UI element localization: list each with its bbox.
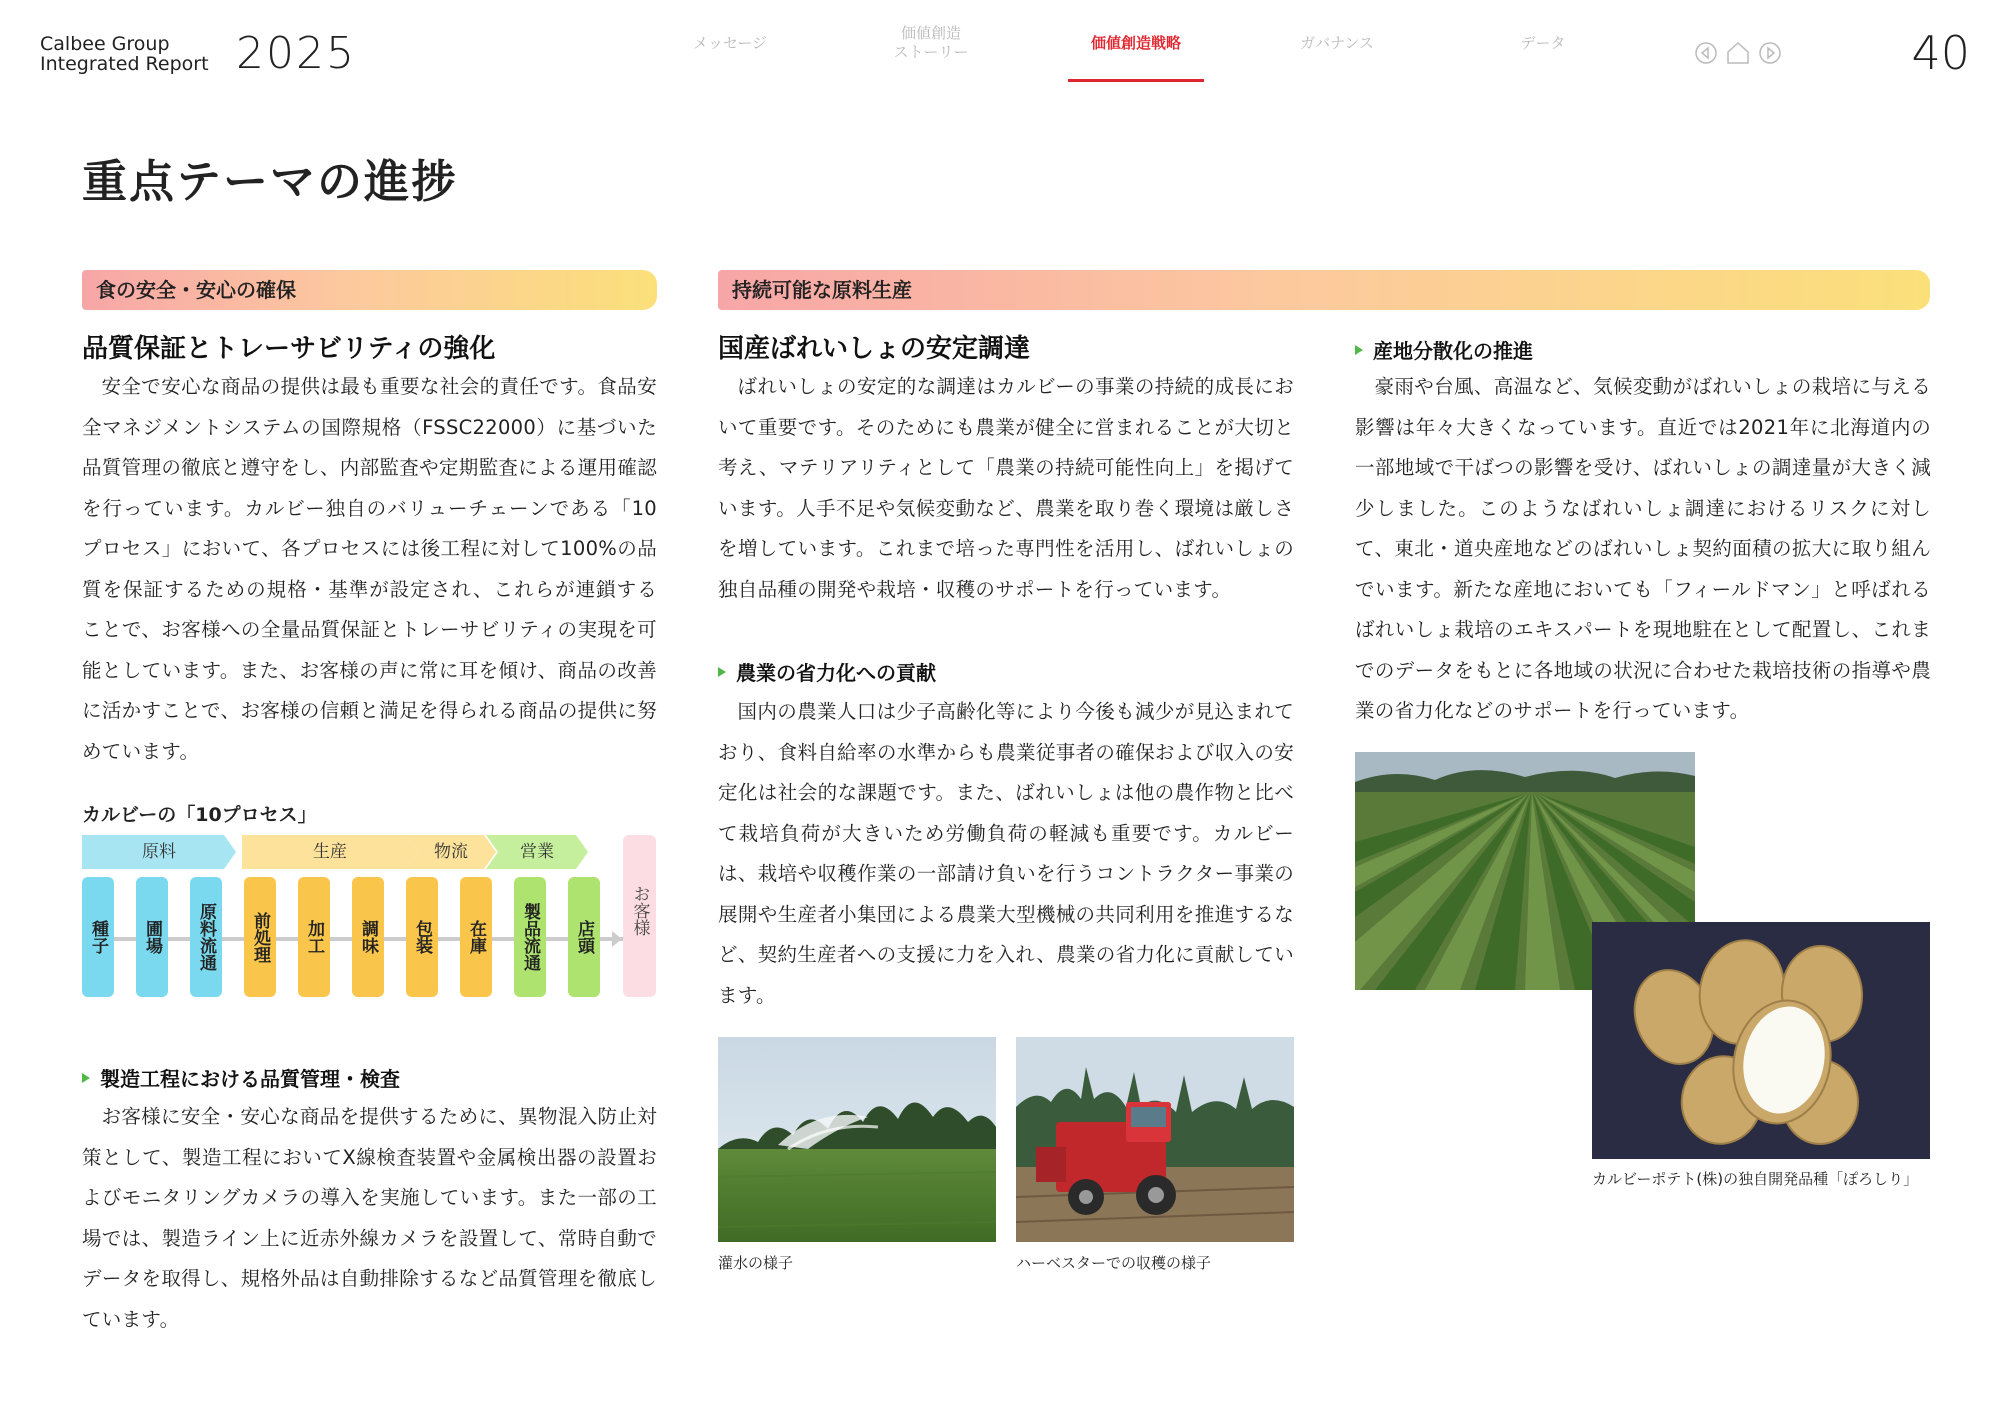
step-seasoning: 調味 xyxy=(352,877,384,997)
active-tab-underline xyxy=(1068,79,1204,82)
phase-production: 生産 xyxy=(242,835,418,869)
caption-potato: カルビーポテト(株)の独自開発品種「ぽろしり」 xyxy=(1592,1170,1919,1188)
section-band-food-safety: 食の安全・安心の確保 xyxy=(82,270,657,310)
nav-tab-governance[interactable]: ガバナンス xyxy=(1300,33,1374,52)
flow-arrow-icon xyxy=(612,931,622,947)
process-title: カルビーの「10プロセス」 xyxy=(82,804,317,826)
nav-tab-data[interactable]: データ xyxy=(1520,33,1566,52)
irrigation-photo xyxy=(718,1037,996,1242)
section-heading-potato: 国産ばれいしょの安定調達 xyxy=(718,334,1031,364)
caption-irrigation: 灌水の様子 xyxy=(718,1254,794,1272)
customer-box: お客様 xyxy=(623,835,656,997)
porosiri-potato-photo xyxy=(1592,922,1930,1159)
section-body-quality: 安全で安心な商品の提供は最も重要な社会的責任です。食品安全マネジメントシステムの国際規格（FSSC22000）に基づいた品質管理の徹底と遵守をし、内部監査や定期監査による運用確認を行っています。カルビー独自のバリューチェーンである「10プロセス」において、各プロセスには後工程に対して100%の品質を保証するための規格・基準が設定され、これらが連鎖することで、お客様への全量品質保証とトレーサビリティの実現を可能としています。また、お客様の声に常に耳を傾け、商品の改善に活かすことで、お客様の信頼と満足を得られる商品の提供に努めています。 xyxy=(82,375,657,763)
report-year: 2025 xyxy=(236,28,356,79)
step-store: 店頭 xyxy=(568,877,600,997)
sub-heading-manufacturing: 製造工程における品質管理・検査 xyxy=(82,1063,400,1092)
step-processing: 加工 xyxy=(298,877,330,997)
page-title: 重点テーマの進捗 xyxy=(82,155,459,208)
section-heading-quality: 品質保証とトレーサビリティの強化 xyxy=(82,334,496,364)
nav-tab-message[interactable]: メッセージ xyxy=(692,33,768,52)
home-icon[interactable] xyxy=(1725,40,1751,66)
brand-name: Calbee Group Integrated Report xyxy=(40,33,209,75)
nav-tab-value-story[interactable]: 価値創造 ストーリー xyxy=(893,24,969,61)
step-raw-distribution: 原料流通 xyxy=(190,877,222,997)
prev-page-icon[interactable] xyxy=(1693,40,1719,66)
step-packaging: 包装 xyxy=(406,877,438,997)
step-field: 圃場 xyxy=(136,877,168,997)
section-band-sustainable: 持続可能な原料生産 xyxy=(718,270,1930,310)
sub-body-diversification: 豪雨や台風、高温など、気候変動がばれいしょの栽培に与える影響は年々大きくなっています。直近では2021年に北海道内の一部地域で干ばつの影響を受け、ばれいしょの調達量が大きく減少しました。このようなばれいしょ調達におけるリスクに対して、東北・道央産地などのばれいしょ契約面積の拡大に取り組んでいます。新たな産地においても「フィールドマン」と呼ばれるばれいしょ栽培のエキスパートを現地駐在として配置し、これまでのデータをもとに各地域の状況に合わせた栽培技術の指導や農業の省力化などのサポートを行っています。 xyxy=(1355,375,1931,722)
step-inventory: 在庫 xyxy=(460,877,492,997)
ten-process-diagram xyxy=(82,835,662,1005)
page-navigation xyxy=(1693,40,1783,66)
sub-heading-diversification: 産地分散化の推進 xyxy=(1355,335,1533,364)
step-product-distribution: 製品流通 xyxy=(514,877,546,997)
nav-tab-value-strategy[interactable]: 価値創造戦略 xyxy=(1068,0,1204,86)
sub-body-manufacturing: お客様に安全・安心な商品を提供するために、異物混入防止対策として、製造工程においてX線検査装置や金属検出器の設置およびモニタリングカメラの導入を実施しています。また一部の工場では、製造ライン上に近赤外線カメラを設置して、常時自動でデータを取得し、規格外品は自動排除するなど品質管理を徹底しています。 xyxy=(82,1105,657,1331)
next-page-icon[interactable] xyxy=(1757,40,1783,66)
page-number: 40 xyxy=(1911,26,1970,80)
step-preprocessing: 前処理 xyxy=(244,877,276,997)
caption-harvester: ハーベスターでの収穫の様子 xyxy=(1016,1254,1212,1272)
phase-raw-materials: 原料 xyxy=(82,835,236,869)
sub-body-labor-saving: 国内の農業人口は少子高齢化等により今後も減少が見込まれており、食料自給率の水準からも農業従事者の確保および収入の安定化は社会的な課題です。また、ばれいしょは他の農作物と比べて栽培負荷が大きいため労働負荷の軽減も重要です。カルビーは、栽培や収穫作業の一部請け負いを行うコントラクター事業の展開や生産者小集団による農業大型機械の共同利用を推進するなど、契約生産者への支援に力を入れ、農業の省力化に貢献しています。 xyxy=(718,700,1294,1007)
phase-sales: 営業 xyxy=(486,835,588,869)
phase-logistics: 物流 xyxy=(406,835,496,869)
harvester-photo xyxy=(1016,1037,1294,1242)
section-body-potato: ばれいしょの安定的な調達はカルビーの事業の持続的成長において重要です。そのためにも農業が健全に営まれることが大切と考え、マテリアリティとして「農業の持続可能性向上」を掲げています。人手不足や気候変動など、農業を取り巻く環境は厳しさを増しています。これまで培った専門性を活用し、ばれいしょの独自品種の開発や栽培・収穫のサポートを行っています。 xyxy=(718,375,1294,601)
sub-heading-labor-saving: 農業の省力化への貢献 xyxy=(718,657,936,686)
step-seed: 種子 xyxy=(82,877,114,997)
